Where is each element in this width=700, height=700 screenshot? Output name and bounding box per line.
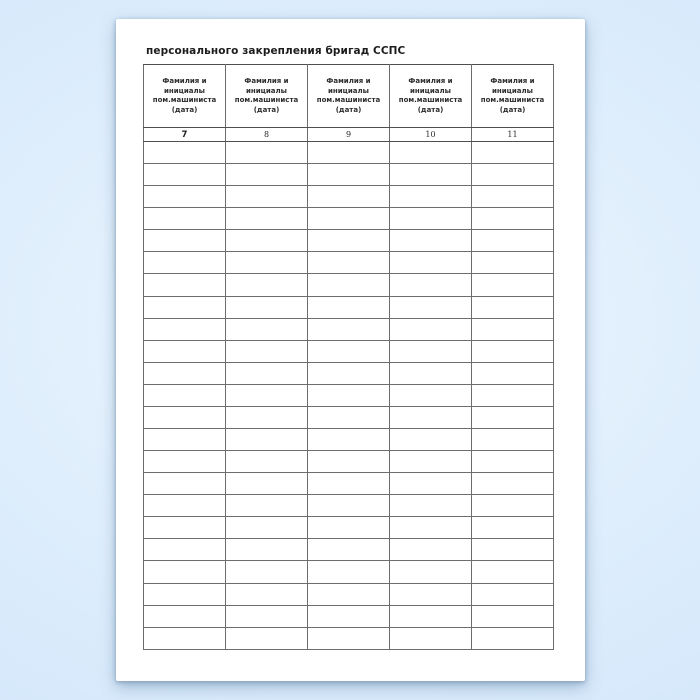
assignment-table xyxy=(143,64,554,650)
table-cell xyxy=(226,406,308,428)
column-number: 10 xyxy=(390,128,472,142)
table-cell xyxy=(226,208,308,230)
column-header-line: инициалы xyxy=(410,86,451,95)
table-cell xyxy=(144,186,226,208)
table-row xyxy=(144,406,554,428)
table-cell xyxy=(472,583,554,605)
column-header xyxy=(308,65,390,128)
table-cell xyxy=(226,384,308,406)
table-cell xyxy=(390,318,472,340)
table-cell xyxy=(472,230,554,252)
table-row xyxy=(144,142,554,164)
table-cell xyxy=(390,451,472,473)
column-header-line: пом.машиниста xyxy=(316,96,381,104)
table-cell xyxy=(472,406,554,428)
table-cell xyxy=(226,186,308,208)
table-row xyxy=(144,340,554,362)
table-cell xyxy=(226,274,308,296)
table-cell xyxy=(308,362,390,384)
page-title: персонального закрепления бригад ССПС xyxy=(146,45,406,57)
table-cell xyxy=(472,517,554,539)
table-cell xyxy=(308,429,390,451)
column-number: 7 xyxy=(144,128,226,142)
column-header-line: (дата) xyxy=(335,105,362,114)
table-row xyxy=(144,208,554,230)
table-cell xyxy=(308,583,390,605)
table-cell xyxy=(226,627,308,649)
table-cell xyxy=(226,473,308,495)
table-cell xyxy=(226,296,308,318)
table-cell xyxy=(308,296,390,318)
table-cell xyxy=(390,429,472,451)
table-cell xyxy=(390,517,472,539)
column-number: 11 xyxy=(472,128,554,142)
table-cell xyxy=(472,627,554,649)
table-cell xyxy=(144,605,226,627)
table-cell xyxy=(390,406,472,428)
table-cell xyxy=(472,362,554,384)
table-cell xyxy=(226,318,308,340)
table-cell xyxy=(308,252,390,274)
table-row xyxy=(144,495,554,517)
table-cell xyxy=(308,451,390,473)
table-cell xyxy=(144,583,226,605)
table-cell xyxy=(226,517,308,539)
column-header-line: Фамилия и xyxy=(244,77,289,85)
table-row xyxy=(144,296,554,318)
table-cell xyxy=(308,274,390,296)
table-cell xyxy=(144,451,226,473)
table-cell xyxy=(144,230,226,252)
table-row xyxy=(144,451,554,473)
table-cell xyxy=(472,296,554,318)
table-cell xyxy=(390,495,472,517)
table-cell xyxy=(472,340,554,362)
column-header-line: Фамилия и xyxy=(490,77,535,85)
column-header xyxy=(390,65,472,128)
table-cell xyxy=(308,208,390,230)
table-cell xyxy=(144,473,226,495)
table-cell xyxy=(308,230,390,252)
table-row xyxy=(144,605,554,627)
column-header-line: инициалы xyxy=(492,86,533,95)
table-cell xyxy=(472,274,554,296)
table-cell xyxy=(308,186,390,208)
column-header-line: пом.машиниста xyxy=(152,96,217,104)
table-cell xyxy=(390,384,472,406)
document-page xyxy=(116,19,585,681)
table-cell xyxy=(390,561,472,583)
table-cell xyxy=(472,429,554,451)
table-cell xyxy=(144,406,226,428)
column-header-line: пом.машиниста xyxy=(234,96,299,104)
column-header-line: инициалы xyxy=(246,86,287,95)
table-cell xyxy=(472,208,554,230)
table-cell xyxy=(308,517,390,539)
table-cell xyxy=(390,539,472,561)
column-header xyxy=(226,65,308,128)
table-cell xyxy=(472,142,554,164)
table-cell xyxy=(472,164,554,186)
table-row xyxy=(144,164,554,186)
column-header xyxy=(472,65,554,128)
table-cell xyxy=(308,406,390,428)
table-cell xyxy=(390,252,472,274)
table-cell xyxy=(472,186,554,208)
table-cell xyxy=(226,362,308,384)
table-cell xyxy=(390,208,472,230)
table-cell xyxy=(144,517,226,539)
table-cell xyxy=(144,362,226,384)
table-cell xyxy=(226,583,308,605)
table-row xyxy=(144,274,554,296)
table-cell xyxy=(226,539,308,561)
column-header-line: Фамилия и xyxy=(408,77,453,85)
table-cell xyxy=(472,318,554,340)
table-cell xyxy=(144,627,226,649)
table-row xyxy=(144,583,554,605)
table-body xyxy=(144,142,554,650)
header-row xyxy=(144,65,554,128)
table-cell xyxy=(226,605,308,627)
column-header-line: (дата) xyxy=(499,105,526,114)
table-cell xyxy=(226,495,308,517)
table-row xyxy=(144,539,554,561)
table-row xyxy=(144,384,554,406)
table-row xyxy=(144,561,554,583)
table-cell xyxy=(308,561,390,583)
table-cell xyxy=(390,230,472,252)
column-header-line: (дата) xyxy=(253,105,280,114)
table-cell xyxy=(308,473,390,495)
table-row xyxy=(144,517,554,539)
table-row xyxy=(144,318,554,340)
table-cell xyxy=(390,583,472,605)
table-cell xyxy=(144,495,226,517)
table-cell xyxy=(390,362,472,384)
table-cell xyxy=(144,252,226,274)
table-cell xyxy=(390,296,472,318)
table-cell xyxy=(390,340,472,362)
table-cell xyxy=(390,186,472,208)
table-cell xyxy=(390,627,472,649)
table-cell xyxy=(144,274,226,296)
table-cell xyxy=(308,627,390,649)
table-row xyxy=(144,230,554,252)
table-cell xyxy=(144,318,226,340)
table-cell xyxy=(472,561,554,583)
column-header-line: инициалы xyxy=(164,86,205,95)
table-row xyxy=(144,627,554,649)
table-cell xyxy=(226,429,308,451)
table-cell xyxy=(226,230,308,252)
column-header-line: (дата) xyxy=(417,105,444,114)
table-cell xyxy=(472,451,554,473)
table-cell xyxy=(144,296,226,318)
table-row xyxy=(144,473,554,495)
column-number: 9 xyxy=(308,128,390,142)
table-cell xyxy=(472,605,554,627)
table-cell xyxy=(472,384,554,406)
table-cell xyxy=(144,561,226,583)
table-cell xyxy=(390,605,472,627)
table-cell xyxy=(308,605,390,627)
column-header-line: пом.машиниста xyxy=(480,96,545,104)
table-row xyxy=(144,362,554,384)
table-row xyxy=(144,429,554,451)
table-cell xyxy=(390,473,472,495)
column-header xyxy=(144,65,226,128)
column-header-line: инициалы xyxy=(328,86,369,95)
number-row xyxy=(144,128,554,142)
column-number: 8 xyxy=(226,128,308,142)
table-row xyxy=(144,252,554,274)
table-cell xyxy=(226,164,308,186)
table-cell xyxy=(144,142,226,164)
table-cell xyxy=(472,252,554,274)
table-cell xyxy=(144,384,226,406)
table-cell xyxy=(472,473,554,495)
table-cell xyxy=(308,340,390,362)
table-cell xyxy=(144,208,226,230)
table-cell xyxy=(308,142,390,164)
table-cell xyxy=(308,164,390,186)
table-cell xyxy=(226,451,308,473)
table-cell xyxy=(144,340,226,362)
table-cell xyxy=(226,561,308,583)
table-cell xyxy=(144,429,226,451)
table-cell xyxy=(226,252,308,274)
table-cell xyxy=(308,384,390,406)
table-head xyxy=(144,65,554,142)
table-cell xyxy=(390,164,472,186)
table-cell xyxy=(308,495,390,517)
table-cell xyxy=(226,340,308,362)
table-cell xyxy=(308,539,390,561)
table-cell xyxy=(390,274,472,296)
table-cell xyxy=(390,142,472,164)
table-cell xyxy=(144,164,226,186)
table-row xyxy=(144,186,554,208)
table-cell xyxy=(226,142,308,164)
table-cell xyxy=(144,539,226,561)
column-header-line: пом.машиниста xyxy=(398,96,463,104)
table-cell xyxy=(472,539,554,561)
column-header-line: Фамилия и xyxy=(162,77,207,85)
column-header-line: (дата) xyxy=(171,105,198,114)
table-cell xyxy=(308,318,390,340)
table-cell xyxy=(472,495,554,517)
column-header-line: Фамилия и xyxy=(326,77,371,85)
